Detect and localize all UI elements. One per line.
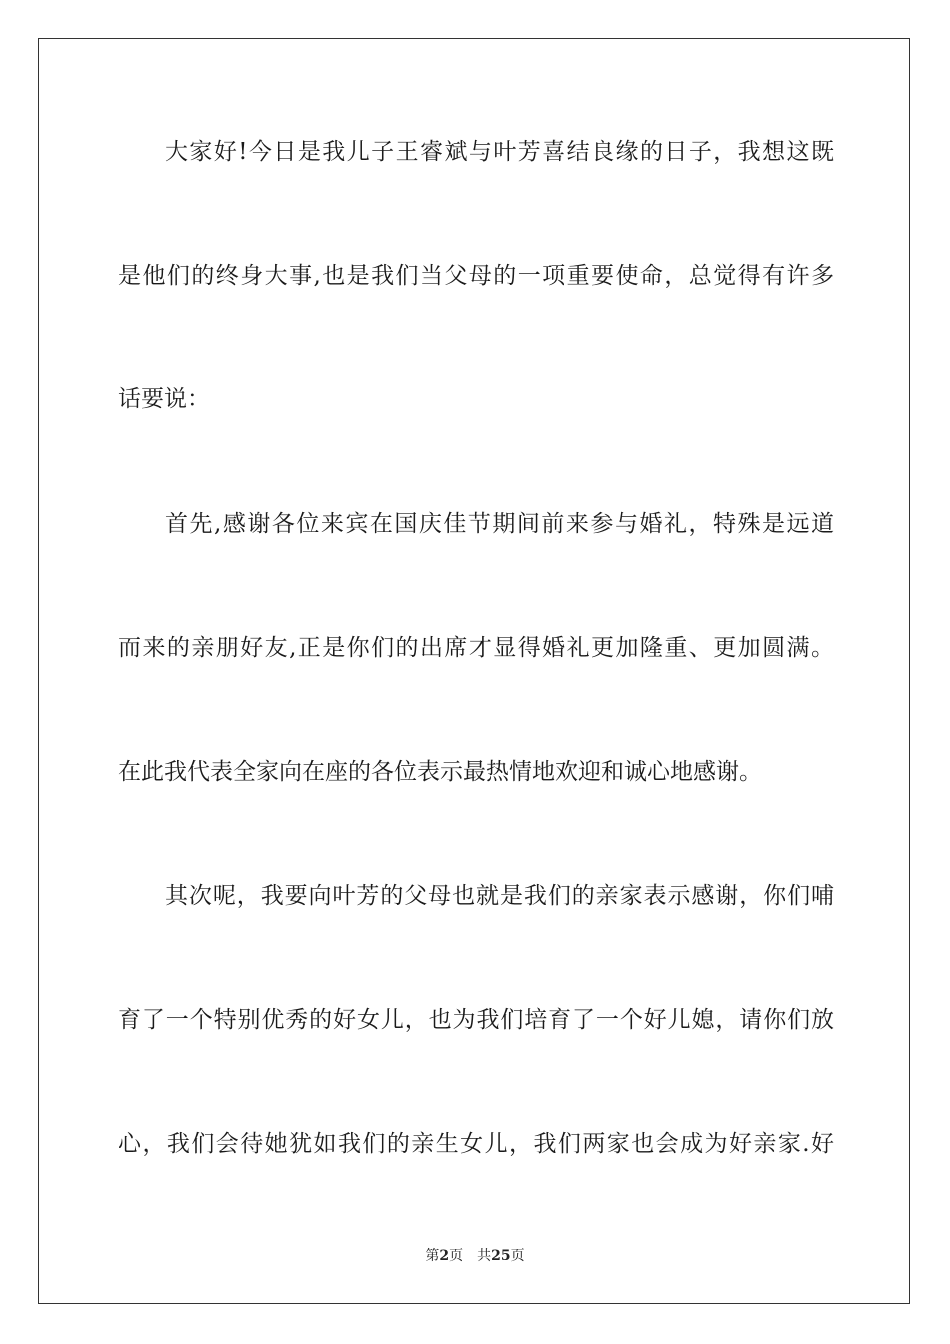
paragraph-1-line-1: 大家好!今日是我儿子王睿斌与叶芳喜结良缘的日子，我想这既 — [165, 139, 834, 165]
paragraph-1-line-2: 是他们的终身大事,也是我们当父母的一项重要使命，总觉得有许多 — [118, 263, 834, 289]
total-pages: 25 — [491, 1248, 511, 1264]
paragraph-3-line-1: 其次呢，我要向叶芳的父母也就是我们的亲家表示感谢，你们哺 — [165, 883, 834, 909]
page-suffix: 页 — [449, 1248, 464, 1264]
page-footer — [0, 1247, 950, 1265]
paragraph-2-line-2: 而来的亲朋好友,正是你们的出席才显得婚礼更加隆重、更加圆满。 — [118, 635, 834, 661]
paragraph-3-line-3: 心，我们会待她犹如我们的亲生女儿，我们两家也会成为好亲家.好 — [118, 1131, 834, 1157]
page-prefix: 第 — [425, 1248, 440, 1264]
page-border — [38, 38, 910, 1304]
total-prefix: 共 — [477, 1248, 492, 1264]
paragraph-2-line-3: 在此我代表全家向在座的各位表示最热情地欢迎和诚心地感谢。 — [118, 759, 762, 785]
paragraph-2-line-1: 首先,感谢各位来宾在国庆佳节期间前来参与婚礼，特殊是远道 — [165, 511, 834, 537]
paragraph-3-line-2: 育了一个特别优秀的好女儿，也为我们培育了一个好儿媳，请你们放 — [118, 1007, 834, 1033]
total-suffix: 页 — [510, 1248, 525, 1264]
page-number: 2 — [439, 1248, 450, 1264]
paragraph-1-line-3: 话要说： — [118, 386, 210, 412]
